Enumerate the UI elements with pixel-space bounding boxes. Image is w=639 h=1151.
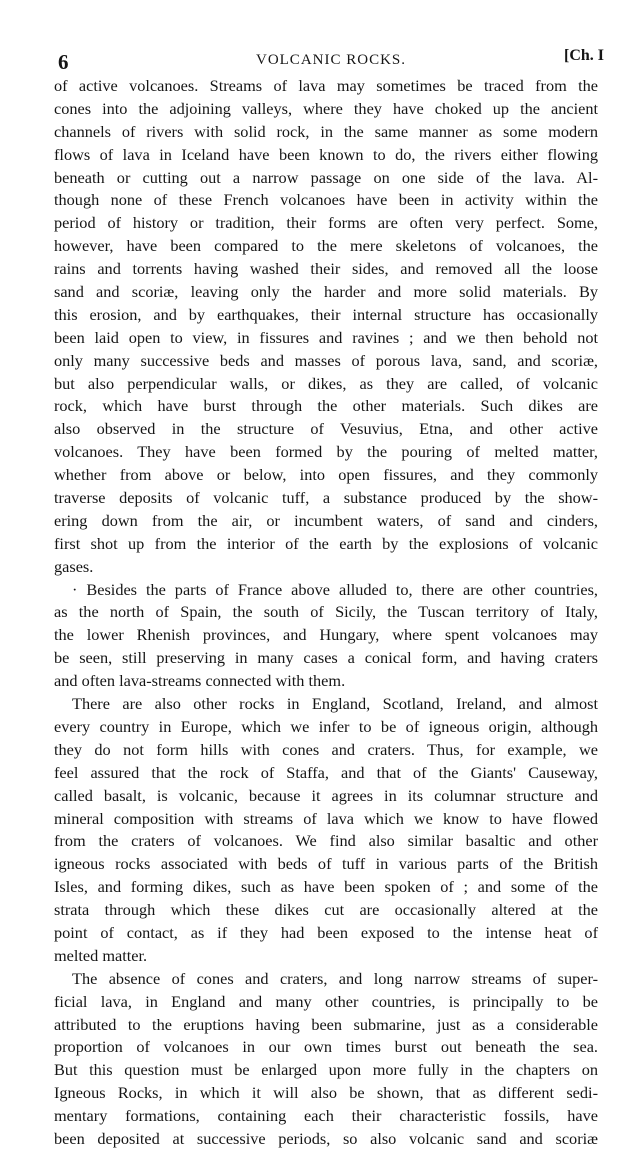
text-line: point of contact, as if they had been exposed to the intense heat of: [54, 922, 598, 942]
text-line: period of history or tradition, their forms are often very perfect. Some,: [54, 213, 598, 233]
text-line: strata through which these dikes cut are occasionally altered at the: [54, 900, 598, 920]
text-line: channels of rivers with solid rock, in the same manner as some modern: [54, 121, 598, 141]
text-line: only many successive beds and masses of porous lava, sand, and scoriæ,: [54, 350, 598, 370]
text-line: from the craters of volcanoes. We find also similar basaltic and other: [54, 831, 598, 851]
text-line: first shot up from the interior of the earth by the explosions of volcanic: [54, 533, 598, 553]
text-line: but also perpendicular walls, or dikes, as they are called, of volcanic: [54, 373, 598, 393]
text-line: and often lava-streams connected with them.: [54, 671, 346, 691]
text-line: rock, which have burst through the other materials. Such dikes are: [54, 396, 598, 416]
running-head: [58, 46, 604, 72]
text-line: attributed to the eruptions having been submarine, just as a considerable: [54, 1014, 598, 1034]
text-line: this erosion, and by earthquakes, their internal structure has occasionally: [54, 304, 598, 324]
text-line: The absence of cones and craters, and long narrow streams of super-: [72, 968, 598, 988]
text-line: traverse deposits of volcanic tuff, a substance produced by the show-: [54, 488, 598, 508]
text-line: There are also other rocks in England, Scotland, Ireland, and almost: [72, 694, 598, 714]
text-line: mineral composition with streams of lava which we know to have flowed: [54, 808, 598, 828]
text-line: flows of lava in Iceland have been known to do, the rivers either flowing: [54, 144, 598, 164]
text-line: But this question must be enlarged upon more fully in the chapters on: [54, 1060, 598, 1080]
text-line: volcanoes. They have been formed by the pouring of melted matter,: [54, 442, 598, 462]
body-text: [54, 75, 598, 1151]
text-line: been deposited at successive periods, so also volcanic sand and scoriæ: [54, 1128, 598, 1148]
text-line: every country in Europe, which we infer to be of igneous origin, although: [54, 716, 598, 736]
text-line: igneous rocks associated with beds of tuff in various parts of the British: [54, 854, 598, 874]
text-line: they do not form hills with cones and craters. Thus, for example, we: [54, 739, 598, 759]
running-title: VOLCANIC ROCKS.: [255, 52, 406, 68]
chapter-reference: [Ch. I: [563, 47, 604, 64]
text-line: feel assured that the rock of Staffa, and that of the Giants' Causeway,: [54, 762, 598, 782]
text-line: be seen, still preserving in many cases a conical form, and having craters: [54, 648, 598, 668]
text-line: · Besides the parts of France above alluded to, there are other countries,: [72, 579, 598, 599]
text-line: though none of these French volcanoes have been in activity within the: [54, 190, 598, 210]
text-line: however, have been compared to the mere skeletons of volcanoes, the: [54, 236, 598, 256]
text-line: mentary formations, containing each their characteristic fossils, have: [54, 1106, 598, 1126]
text-line: the lower Rhenish provinces, and Hungary, where spent volcanoes may: [54, 625, 598, 645]
text-line: ficial lava, in England and many other countries, is principally to be: [54, 991, 598, 1011]
text-line: beneath or cutting out a narrow passage on one side of the lava. Al-: [54, 167, 598, 187]
text-line: Igneous Rocks, in which it will also be shown, that as different sedi-: [54, 1083, 598, 1103]
text-line: of active volcanoes. Streams of lava may sometimes be traced from the: [54, 76, 598, 95]
text-line: as the north of Spain, the south of Sicily, the Tuscan territory of Italy,: [54, 602, 598, 622]
text-line: called basalt, is volcanic, because it agrees in its columnar structure and: [54, 785, 598, 805]
text-line: ering down from the air, or incumbent waters, of sand and cinders,: [54, 510, 598, 530]
text-line: gases.: [54, 556, 94, 576]
text-line: whether from above or below, into open fissures, and they commonly: [54, 465, 598, 485]
text-line: cones into the adjoining valleys, where they have choked up the ancient: [54, 98, 598, 118]
text-line: also observed in the structure of Vesuvius, Etna, and other active: [54, 419, 598, 439]
text-line: proportion of volcanoes in our own times burst out beneath the sea.: [54, 1037, 598, 1057]
text-line: Isles, and forming dikes, such as have been spoken of ; and some of the: [54, 877, 598, 897]
page-number: 6: [58, 50, 69, 74]
text-line: rains and torrents having washed their sides, and removed all the loose: [54, 259, 598, 279]
text-line: sand and scoriæ, leaving only the harder and more solid materials. By: [54, 282, 598, 302]
text-line: been laid open to view, in fissures and ravines ; and we then behold not: [54, 327, 598, 347]
text-line: melted matter.: [54, 945, 148, 965]
